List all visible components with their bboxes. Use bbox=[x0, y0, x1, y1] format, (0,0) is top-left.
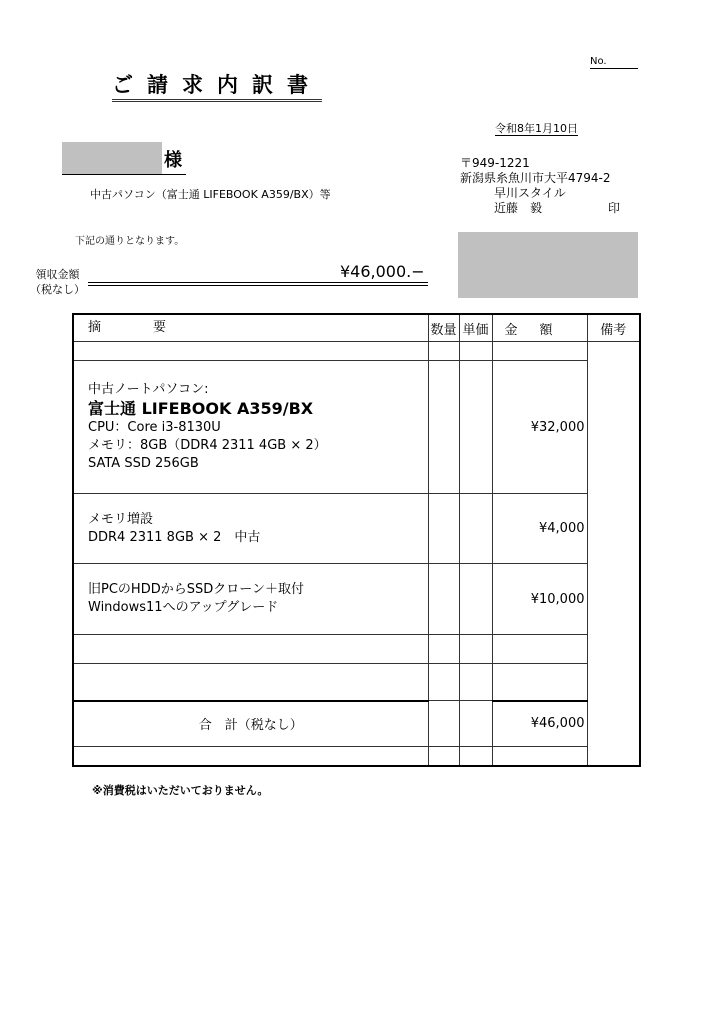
table-row bbox=[73, 747, 640, 766]
item-quantity bbox=[428, 361, 459, 494]
stamp-redacted bbox=[458, 232, 638, 298]
table-row bbox=[73, 361, 640, 494]
seal-mark: 印 bbox=[608, 201, 621, 215]
table-header-row bbox=[73, 314, 640, 342]
item-line: メモリ増設 bbox=[88, 511, 154, 527]
empty-cell bbox=[428, 635, 459, 664]
issuer-address: 新潟県糸魚川市大平4794-2 bbox=[460, 171, 611, 185]
empty-cell bbox=[428, 342, 459, 361]
issuer-person-row bbox=[460, 201, 634, 216]
amount-due-label-line1: 領収金額 bbox=[35, 268, 80, 281]
empty-cell bbox=[73, 342, 428, 361]
header-unit-price: 単価 bbox=[459, 314, 492, 342]
item-amount: ¥10,000 bbox=[492, 564, 587, 635]
item-amount: ¥4,000 bbox=[492, 494, 587, 564]
amount-due-label bbox=[30, 267, 85, 297]
empty-cell bbox=[459, 635, 492, 664]
issuer-company: 早川スタイル bbox=[494, 186, 566, 200]
item-unit-price bbox=[459, 361, 492, 494]
item-description bbox=[73, 564, 428, 635]
customer-name-redacted bbox=[62, 142, 162, 174]
empty-cell bbox=[492, 635, 587, 664]
customer-honorific: 様 bbox=[164, 150, 182, 171]
empty-cell bbox=[73, 635, 428, 664]
total-amount: ¥46,000 bbox=[492, 701, 587, 747]
empty-cell bbox=[428, 701, 459, 747]
empty-cell bbox=[428, 747, 459, 766]
table-row bbox=[73, 342, 640, 361]
invoice-table bbox=[72, 313, 641, 767]
empty-cell bbox=[428, 664, 459, 701]
empty-cell bbox=[492, 664, 587, 701]
issue-date: 令和8年1月10日 bbox=[495, 122, 578, 135]
total-label: 合 計（税なし） bbox=[73, 701, 428, 747]
item-line: Windows11へのアップグレード bbox=[88, 600, 279, 615]
amount-due-label-line2: （税なし） bbox=[30, 283, 85, 296]
empty-cell bbox=[459, 747, 492, 766]
empty-cell bbox=[492, 747, 587, 766]
amount-due-value: ¥46,000.− bbox=[340, 262, 425, 281]
item-unit-price bbox=[459, 564, 492, 635]
item-line: 旧PCのHDDからSSDクローン＋取付 bbox=[88, 582, 304, 597]
item-quantity bbox=[428, 494, 459, 564]
item-quantity bbox=[428, 564, 459, 635]
tax-footnote: ※消費税はいただいておりません。 bbox=[92, 784, 269, 797]
issuer-block bbox=[460, 156, 634, 216]
table-row bbox=[73, 664, 640, 701]
document-number: No. bbox=[590, 56, 638, 69]
issuer-postal: 〒949-1221 bbox=[460, 156, 530, 170]
item-description bbox=[73, 494, 428, 564]
page-title: ご請求内訳書 bbox=[112, 72, 322, 102]
empty-cell bbox=[73, 747, 428, 766]
item-unit-price bbox=[459, 494, 492, 564]
invoice-subject: 中古パソコン（富士通 LIFEBOOK A359/BX）等 bbox=[90, 188, 331, 201]
intro-text: 下記の通りとなります。 bbox=[75, 236, 185, 247]
item-model: 富士通 LIFEBOOK A359/BX bbox=[88, 399, 314, 418]
item-category: 中古ノートパソコン: bbox=[88, 382, 209, 397]
table-row bbox=[73, 635, 640, 664]
item-spec-memory: メモリ：8GB（DDR4 2311 4GB × 2） bbox=[88, 438, 327, 453]
header-quantity: 数量 bbox=[428, 314, 459, 342]
amount-due-underline bbox=[88, 282, 428, 286]
empty-cell bbox=[73, 664, 428, 701]
header-amount: 金額 bbox=[492, 314, 587, 342]
item-line: DDR4 2311 8GB × 2 中古 bbox=[88, 529, 261, 545]
issuer-person: 近藤 毅 bbox=[494, 201, 543, 215]
total-row bbox=[73, 701, 640, 747]
item-spec-storage: SATA SSD 256GB bbox=[88, 456, 199, 471]
item-amount: ¥32,000 bbox=[492, 361, 587, 494]
header-notes: 備考 bbox=[587, 314, 640, 342]
table-row bbox=[73, 564, 640, 635]
customer-underline bbox=[62, 174, 186, 175]
header-description: 摘 要 bbox=[73, 314, 428, 342]
table-row bbox=[73, 494, 640, 564]
item-description bbox=[73, 361, 428, 494]
empty-cell bbox=[492, 342, 587, 361]
empty-cell bbox=[459, 701, 492, 747]
item-spec-cpu: CPU：Core i3-8130U bbox=[88, 420, 221, 435]
empty-cell bbox=[459, 664, 492, 701]
empty-cell bbox=[459, 342, 492, 361]
notes-cell bbox=[587, 342, 640, 766]
